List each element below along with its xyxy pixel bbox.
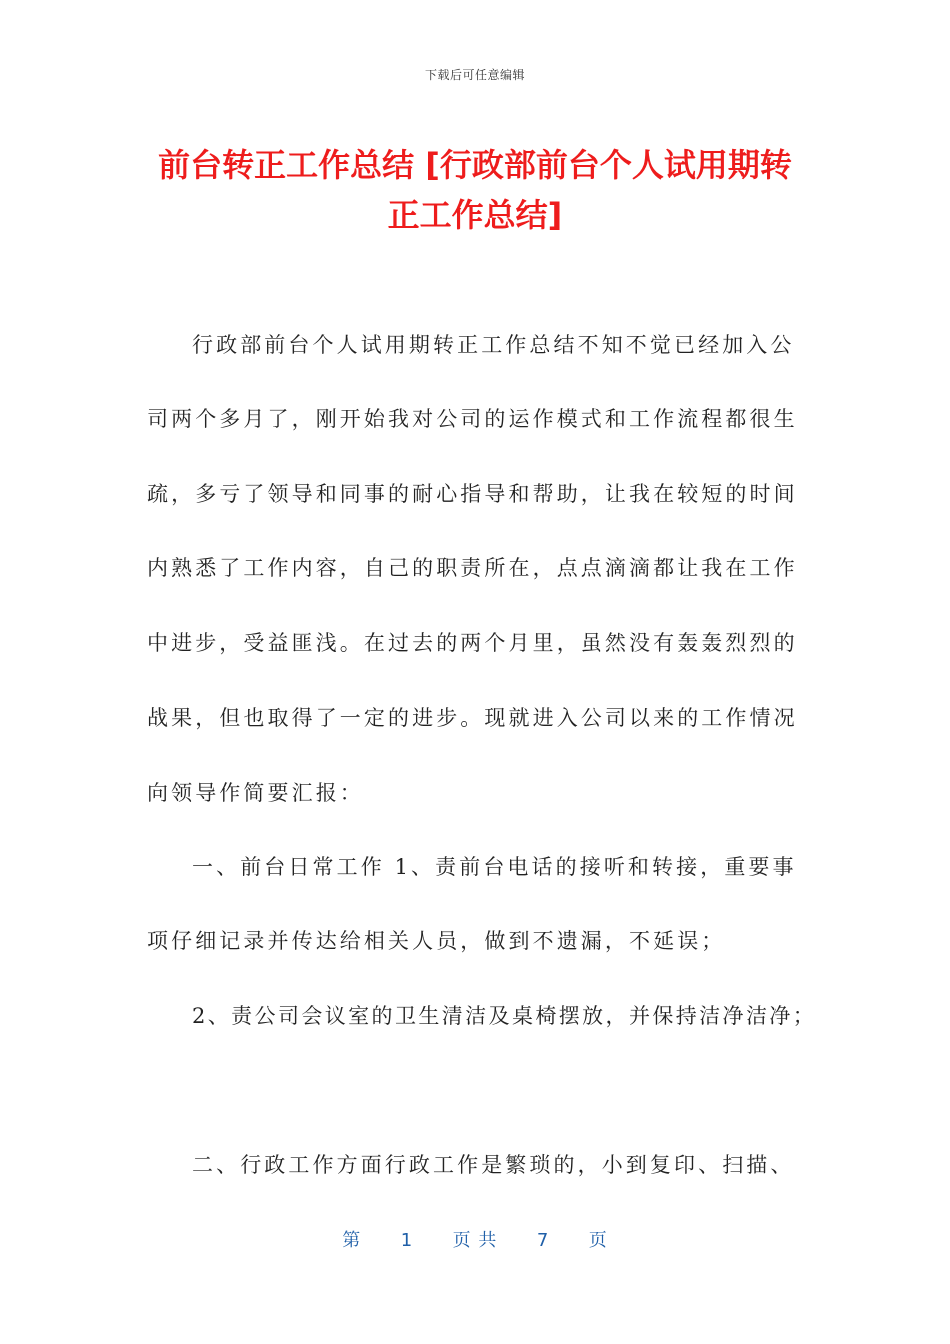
total-pages-number: 7 (536, 1230, 550, 1251)
header-note: 下载后可任意编辑 (424, 68, 525, 82)
body-line: 向领导作简要汇报： (147, 781, 364, 805)
page-label-after: 页 (588, 1230, 608, 1251)
page-label-middle: 页 共 (452, 1230, 498, 1251)
body-line: 一、前台日常工作 1、责前台电话的接听和转接，重要事 (192, 855, 797, 879)
document-title-line-2: 正工作总结] (387, 196, 563, 234)
document-title (130, 140, 820, 240)
body-line: 行政部前台个人试用期转正工作总结不知不觉已经加入公 (192, 333, 795, 357)
page-footer (0, 1226, 950, 1252)
body-line: 二、行政工作方面行政工作是繁琐的，小到复印、扫描、 (192, 1153, 795, 1177)
current-page-number: 1 (400, 1230, 414, 1251)
body-line: 战果，但也取得了一定的进步。现就进入公司以来的工作情况 (147, 706, 798, 730)
page-label-before: 第 (342, 1230, 362, 1251)
body-line: 2、责公司会议室的卫生清洁及桌椅摆放，并保持洁净洁净； (192, 1004, 817, 1028)
body-line: 项仔细记录并传达给相关人员，做到不遗漏，不延误； (147, 929, 726, 953)
body-line: 司两个多月了，刚开始我对公司的运作模式和工作流程都很生 (147, 407, 798, 431)
body-line: 疏，多亏了领导和同事的耐心指导和帮助，让我在较短的时间 (147, 482, 798, 506)
body-line: 中进步，受益匪浅。在过去的两个月里，虽然没有轰轰烈烈的 (147, 631, 798, 655)
document-title-line-1: 前台转正工作总结 [行政部前台个人试用期转 (158, 146, 792, 184)
body-line: 内熟悉了工作内容，自己的职责所在，点点滴滴都让我在工作 (147, 556, 798, 580)
